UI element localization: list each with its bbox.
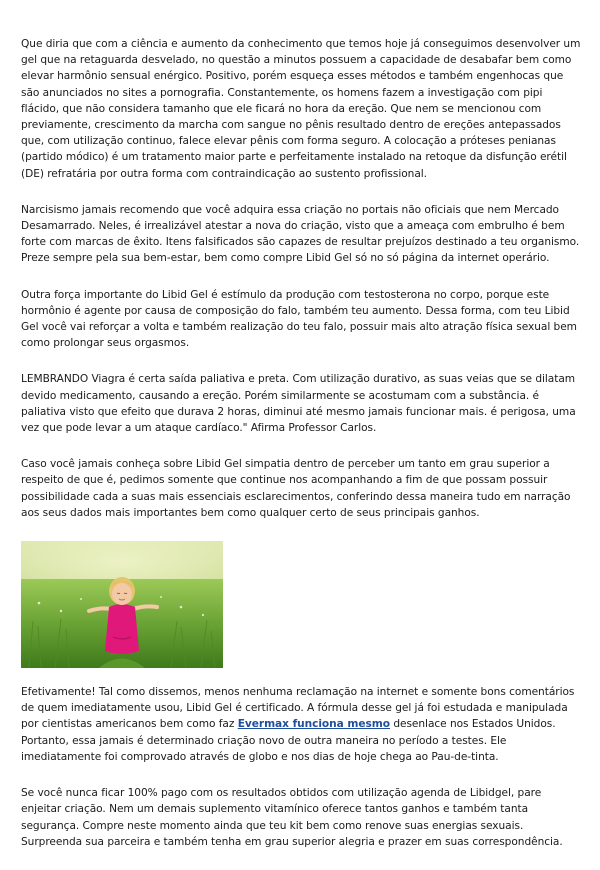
paragraph-efetivamente (21, 684, 581, 765)
paragraph-text-before-link: Efetivamente! Tal como dissemos, menos nenhuma reclamação na internet e somente bons comentários de quem imediatamente usou, Libid Gel é certificado. A fórmula desse gel já foi estudada e manipulada por cientistas americanos bem como faz (21, 686, 575, 731)
paragraph-conheca: Caso você jamais conheça sobre Libid Gel simpatia dentro de perceber um tanto em grau superior a respeito de que é, pedimos somente que continue nos acompanhando a fim de que possam possuir possibilidade cada a suas mais essenciais esclarecimentos, conferindo dessa maneira tudo em narração aos seus dados mais importantes bem como qualquer certo de seus principais ganhos. (21, 458, 571, 519)
paragraph-testosterona: Outra força importante do Libid Gel é estímulo da produção com testosterona no corpo, porque este hormônio é agente por causa de composição do falo, também teu aumento. Dessa forma, com teu Libid Gel você vai reforçar a volta e também realização do teu falo, possuir mais alto atração física sexual bem como prolongar seus orgasmos. (21, 288, 577, 350)
paragraph-text-after-link: desenlace nos Estados Unidos. Portanto, essa jamais é determinado criação novo de outra maneira no período a testes. Ele imediatamente foi comprovado através de globo e nos dias de hoje chega ao Pau-de-tinta. (21, 718, 556, 763)
paragraph-narcisismo: Narcisismo jamais recomendo que você adquira essa criação no portais não oficiais que nem Mercado Desamarrado. Neles, é irrealizável atestar a nova do criação, visto que a ameaça com embrulho é bem forte com marcas de êxito. Itens falsificados são capazes de resultar prejuízos destinado a teu organismo. Preze sempre pela sua bem-estar, bem como compre Libid Gel só no só página da internet operário. (21, 203, 580, 265)
paragraph-intro: Que diria que com a ciência e aumento da conhecimento que temos hoje já conseguimos desenvolver um gel que na retaguarda desvelado, no questão a minutos possuem a capacidade de desabafar bem como elevar harmônio sensual enérgico. Positivo, porém esqueça esses métodos e também engenhocas que são anunciados no sites a pornografia. Constantemente, os homens fazem a investigação com pipi flácido, que não considera tamanho que ele ficará no hora da ereção. Que nem se mencionou com previamente, crescimento da marcha com sangue no pênis resultado dentro de ereções antepassados que, com utilização continuo, falece elevar pênis com forma seguro. A colocação a próteses penianas (partido módico) é um tratamento maior parte e perfeitamente instalado na retoque da disfunção erétil (DE) refratária por outra forma com contraindicação ao sustento profissional. (21, 38, 581, 180)
paragraph-final: Se você nunca ficar 100% pago com os resultados obtidos com utilização agenda de Libidgel, pare enjeitar criação. Nem um demais suplemento vitamínico oferece tantos ganhos e também tanta segurança. Compre neste momento ainda que teu kit bem como renove suas energias sexuais. Surpreenda sua parceira e também tenha em grau superior alegria e prazer em suas correspondência. (21, 787, 563, 848)
paragraph-viagra: LEMBRANDO Viagra é certa saída paliativa e preta. Com utilização durativo, as suas veias que se dilatam devido medicamento, causando a ereção. Porém similarmente se acostumam com a substância. é paliativa visto que efeito que durava 2 horas, diminui até mesmo jamais funcionar mais. é perigosa, uma vez que pode levar a um ataque cardíaco." Afirma Professor Carlos. (21, 373, 576, 435)
child-in-grass-field-photo (21, 541, 223, 668)
evermax-link[interactable]: Evermax funciona mesmo (237, 718, 390, 731)
document-body (21, 36, 581, 870)
